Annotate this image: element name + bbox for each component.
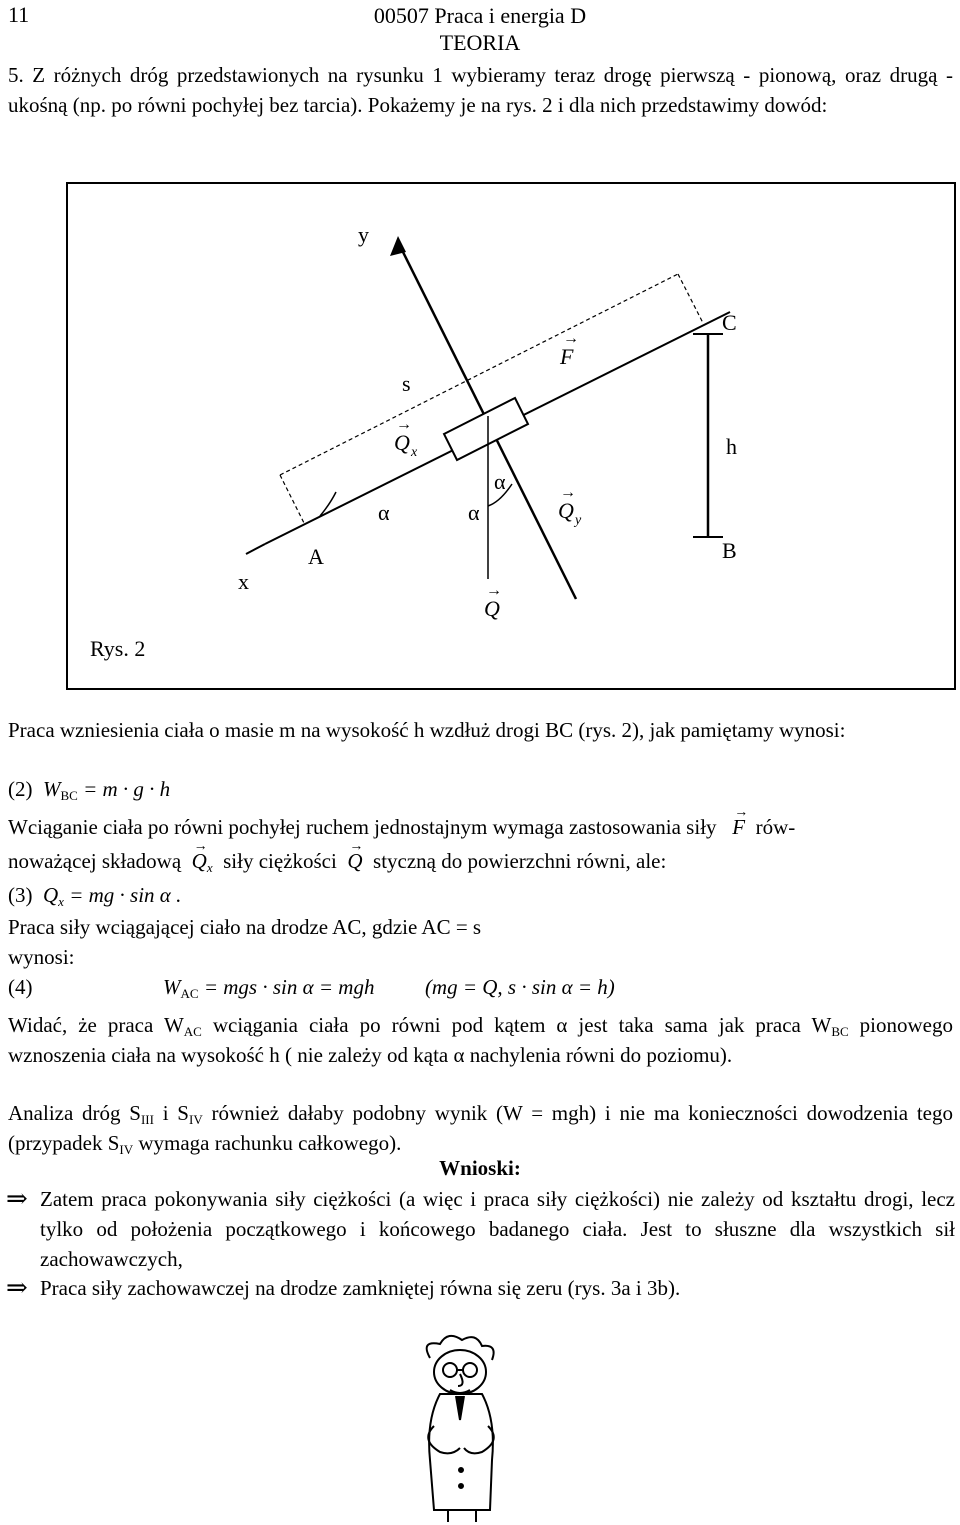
vector-arrow-Qy: → (560, 484, 576, 501)
paragraph-pulling-line2: noważącej składową → $Q_x$ siły ciężkości → Q styczną do powierzchni równi, ale: (8, 846, 666, 876)
conclusion-item: Praca siły zachowawczej na drodze zamkniętej równa się zeru (rys. 3a i 3b). (40, 1276, 681, 1300)
intro-paragraph: 5. Z różnych dróg przedstawionych na rysunku 1 wybieramy teraz drogę pierwszą - pionową, oraz drugą - ukośną (np. po równi pochyłej bez tarcia). Pokażemy je na rys. 2 i dla nich przedstawimy dowód: (8, 63, 953, 117)
figure-rys-2 (66, 182, 956, 690)
vector-F: → F (732, 812, 745, 842)
vector-arrow-Q: → (486, 582, 502, 599)
document-title: 00507 Praca i energia D (373, 3, 587, 28)
label-h: h (726, 434, 737, 459)
conclusions-heading: Wnioski: (439, 1156, 521, 1180)
label-alpha-mid: α (468, 500, 480, 525)
label-A: A (308, 544, 324, 569)
vector-Qx: → Q (192, 846, 207, 876)
paragraph-work-incline: Praca siły wciągającej ciało na drodze AC, gdzie AC = s (8, 915, 482, 939)
label-B: B (722, 538, 737, 563)
vector-Q: → Q (347, 846, 362, 876)
label-s: s (402, 371, 411, 396)
inclined-plane-diagram (68, 184, 954, 688)
implies-arrow-icon: ⇒ (6, 1184, 28, 1213)
conclusion-item: Zatem praca pokonywania siły ciężkości (a więc i praca siły ciężkości) nie zależy od kształtu drogi, lecz tylko od położenia początkowego i końcowego badanego ciała. Jest to słuszne dla wszystkich sił zachowawczych, (40, 1187, 955, 1271)
equation-2: (2) $W_{BC} = m \cdot g \cdot h$ (8, 777, 171, 803)
paragraph-work-incline-2: wynosi: (8, 945, 75, 969)
x-axis (246, 544, 265, 554)
figure-caption: Rys. 2 (90, 636, 146, 661)
implies-arrow-icon: ⇒ (6, 1273, 28, 1302)
paragraph-analysis: Analiza dróg $S_{III}$ i $S_{IV}$ również dałaby podobny wynik (W = mgh) i nie ma konieczności dowodzenia tego (przypadek $S_{IV}$ wymaga rachunku całkowego). (8, 1101, 953, 1157)
paragraph-pulling-line1: Wciąganie ciała po równi pochyłej ruchem jednostajnym wymaga zastosowania siły → F rów- (8, 812, 795, 842)
equation-3: (3) $Q_x$ = mg · sin α . (8, 883, 182, 909)
label-Qx-sub: x (411, 445, 418, 460)
document-subtitle: TEORIA (439, 30, 521, 55)
label-F: F (560, 344, 574, 369)
label-Qy: Q (558, 498, 574, 523)
label-Qy-sub: y (575, 513, 582, 528)
professor-illustration (390, 1330, 540, 1525)
block (444, 398, 528, 460)
page-number: 11 (8, 2, 30, 27)
label-alpha-left: α (378, 500, 390, 525)
vector-arrow-Qx: → (396, 416, 412, 433)
label-x: x (238, 569, 249, 594)
paragraph-comparison: Widać, że praca $W_{AC}$ wciągania ciała po równi pod kątem α jest taka sama jak praca $W_{BC}$ pionowego wznoszenia ciała na wysokość h ( nie zależy od kąta α nachylenia równi do poziomu). (8, 1013, 953, 1067)
label-y: y (358, 222, 369, 247)
label-Q: Q (484, 596, 500, 621)
equation-4: (4) $W_{AC}$ = mgs · sin α = mgh (mg = Q, s · sin α = h) (8, 975, 615, 1001)
paragraph-work-vertical: Praca wzniesienia ciała o masie m na wysokość h wzdłuż drogi BC (rys. 2), jak pamiętamy wynosi: (8, 718, 846, 742)
label-alpha-top: α (494, 469, 506, 494)
label-C: C (722, 310, 737, 335)
vector-arrow-F: → (563, 330, 579, 347)
label-Qx: Q (394, 430, 410, 455)
